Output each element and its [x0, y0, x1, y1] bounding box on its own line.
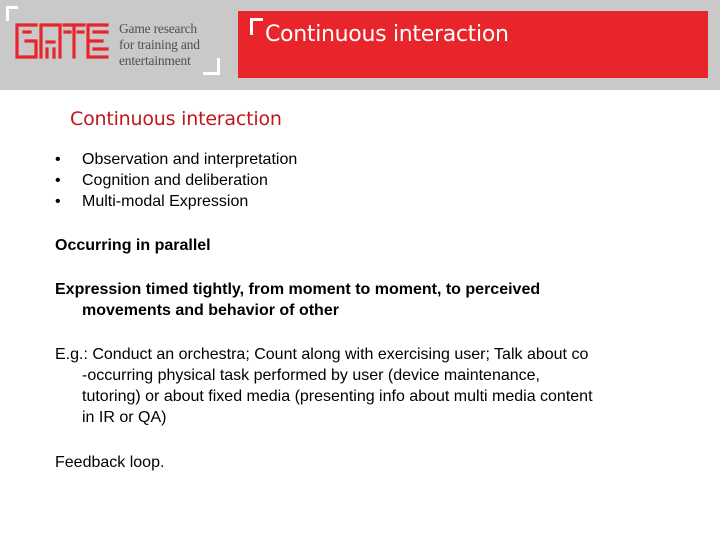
paragraph-line: E.g.: Conduct an orchestra; Count along with exercising user; Talk about co [55, 346, 589, 363]
list-item-text: Multi-modal Expression [82, 193, 249, 210]
logo-tagline-line: entertainment [119, 53, 191, 68]
logo-area [0, 0, 238, 90]
paragraph-example [55, 344, 665, 428]
paragraph-feedback: Feedback loop. [55, 454, 165, 471]
logo-tagline-line: for training and [119, 37, 200, 52]
paragraph-line: tutoring) or about fixed media (presenting info about multi media content [82, 388, 593, 405]
logo-corner-bottom-right [203, 58, 220, 75]
bullet-icon: • [55, 172, 61, 189]
paragraph-line: movements and behavior of other [82, 302, 339, 319]
list-item [55, 191, 297, 212]
list-item [55, 170, 297, 191]
bullet-list [55, 149, 297, 212]
section-heading: Continuous interaction [70, 108, 282, 130]
gate-logo-icon [14, 22, 110, 60]
list-item-text: Observation and interpretation [82, 151, 298, 168]
slide-title: Continuous interaction [265, 22, 509, 47]
paragraph-line: Expression timed tightly, from moment to moment, to perceived [55, 281, 541, 298]
logo-corner-top-left [6, 6, 18, 21]
title-corner [250, 18, 263, 35]
paragraph-expression [55, 279, 665, 321]
paragraph-line: -occurring physical task performed by user (device maintenance, [82, 367, 540, 384]
list-item [55, 149, 297, 170]
logo-tagline-line: Game research [119, 21, 197, 36]
bullet-icon: • [55, 193, 61, 210]
bullet-icon: • [55, 151, 61, 168]
paragraph-line: in IR or QA) [82, 409, 167, 426]
list-item-text: Cognition and deliberation [82, 172, 268, 189]
paragraph-parallel: Occurring in parallel [55, 237, 211, 254]
